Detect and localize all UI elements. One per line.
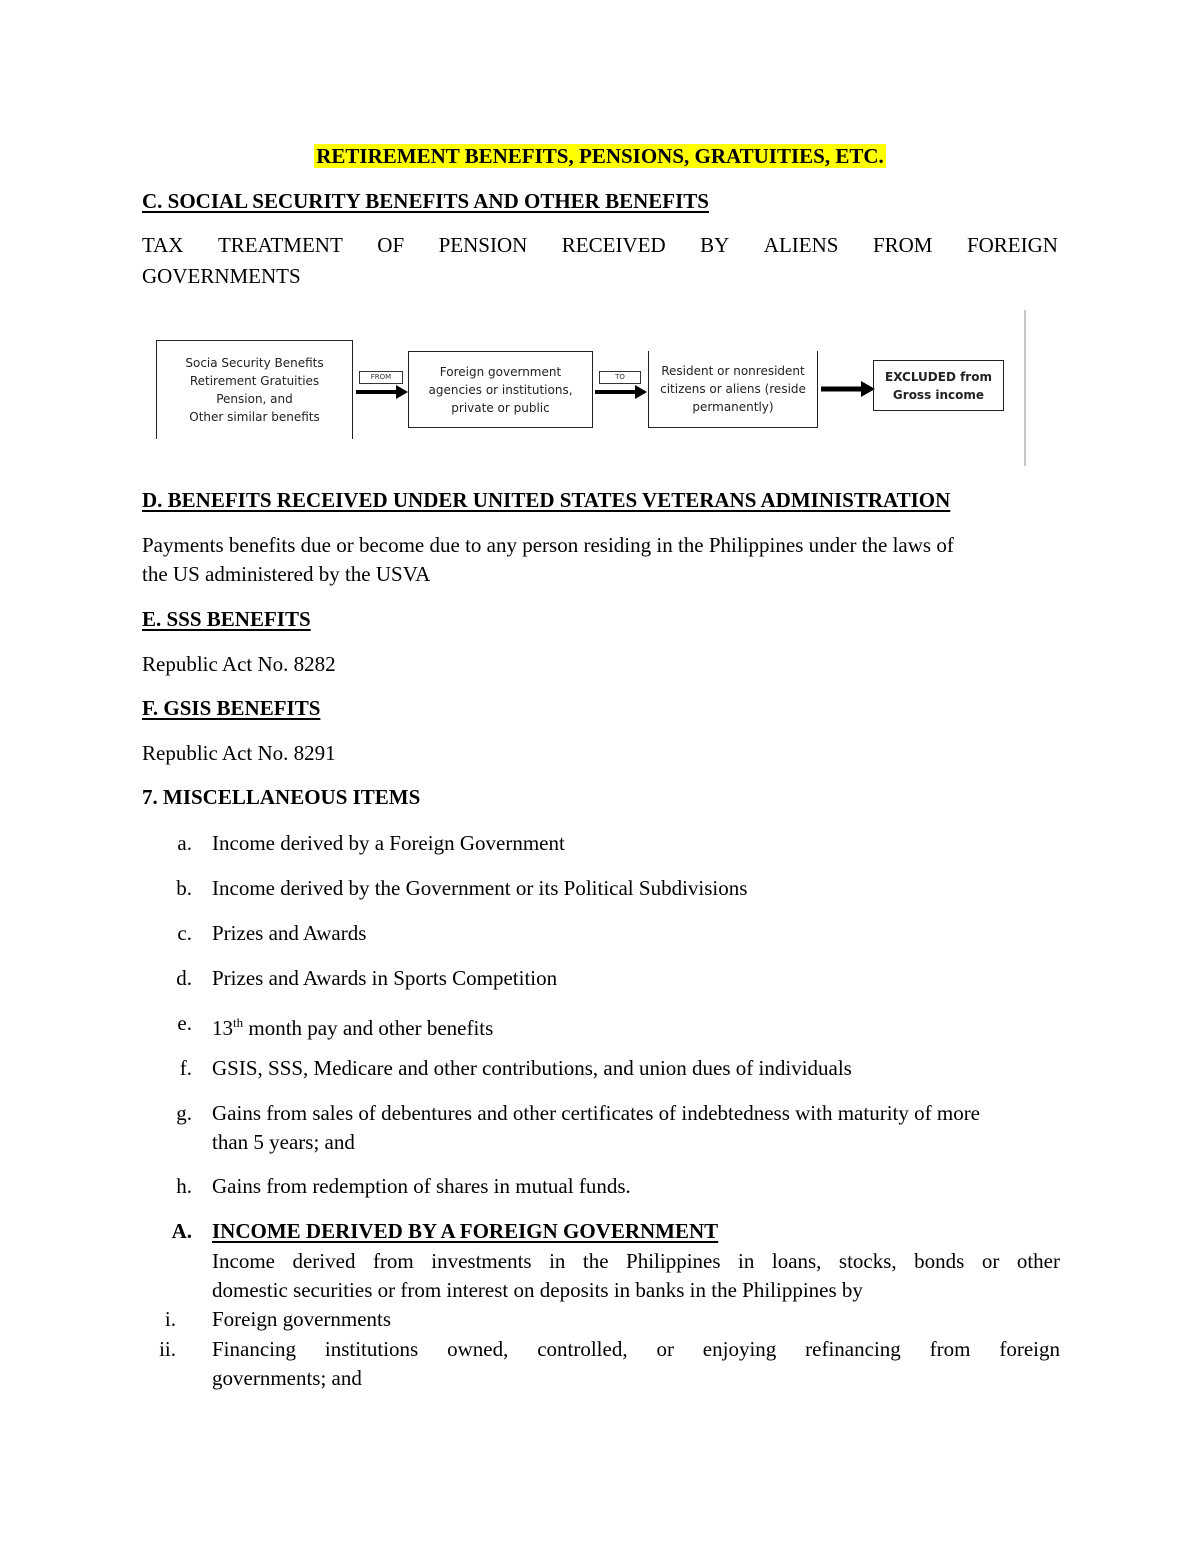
word: bonds [914,1249,965,1273]
flowchart-box-residents [648,351,818,428]
box-line: Other similar benefits [189,410,320,424]
word: enjoying [702,1337,777,1361]
list-marker: h. [176,1174,192,1198]
list-item: GSIS, SSS, Medicare and other contributions, and union dues of individuals [212,1056,852,1080]
section-a-heading: INCOME DERIVED BY A FOREIGN GOVERNMENT [212,1219,719,1243]
divider [1024,310,1026,466]
word: Philippines [626,1249,721,1273]
item-text: month pay and other benefits [243,1016,494,1040]
box-line: Foreign government [439,364,562,379]
section-c-heading: C. SOCIAL SECURITY BENEFITS AND OTHER BENEFITS [142,189,709,213]
word: other [1016,1249,1060,1273]
word: or [656,1337,674,1361]
arrow-label-to: TO [599,371,641,384]
word: TREATMENT [217,233,343,257]
box-line: Socia Security Benefits [185,356,324,370]
section-7-heading: 7. MISCELLANEOUS ITEMS [142,785,421,809]
section-d-body-line2: the US administered by the USVA [142,562,431,586]
list-marker: ii. [159,1337,176,1361]
section-e-body: Republic Act No. 8282 [142,652,336,676]
word: stocks, [838,1249,897,1273]
list-item: Foreign governments [212,1307,392,1331]
section-c-subheading-line2: GOVERNMENTS [142,264,301,288]
word: FROM [872,233,933,257]
list-marker: a. [177,831,192,855]
box-line: EXCLUDED from [885,369,992,384]
list-item: Income derived by the Government or its Political Subdivisions [212,876,748,900]
word: refinancing [805,1337,901,1361]
section-a-body-line2: domestic securities or from interest on deposits in banks in the Philippines by [212,1278,863,1302]
word: ALIENS [763,233,839,257]
list-marker: i. [164,1307,176,1331]
flowchart-box-excluded [873,360,1004,411]
arrow-label-from: FROM [359,371,403,384]
word: institutions [324,1337,419,1361]
word: Financing [212,1337,296,1361]
word: controlled, [537,1337,628,1361]
arrow-right-icon [354,383,410,401]
word: PENSION [438,233,528,257]
word: RECEIVED [561,233,666,257]
list-item [212,1008,1060,1043]
flowchart [0,0,1200,480]
box-line: private or public [451,400,550,415]
word: in [738,1249,755,1273]
arrow-right-icon [593,383,649,401]
word: from [372,1249,414,1273]
list-item: Prizes and Awards [212,921,367,945]
section-a-body-line1 [212,1246,1060,1276]
word: BY [700,233,730,257]
word: OF [377,233,405,257]
section-d-body-line1: Payments benefits due or become due to any person residing in the Philippines under the laws of [142,533,954,557]
section-f-body: Republic Act No. 8291 [142,741,336,765]
word: FOREIGN [966,233,1058,257]
word: Income [212,1249,275,1273]
box-line: Pension, and [216,392,293,406]
arrow-right-icon [819,379,877,399]
word: derived [292,1249,356,1273]
word: in [549,1249,566,1273]
page-title-text: RETIREMENT BENEFITS, PENSIONS, GRATUITIES, ETC. [316,144,884,168]
word: foreign [999,1337,1060,1361]
list-item: Gains from redemption of shares in mutual funds. [212,1174,631,1198]
section-e-heading: E. SSS BENEFITS [142,607,311,631]
flowchart-box-benefits [156,340,353,439]
list-item: Gains from sales of debentures and other certificates of indebtedness with maturity of more [212,1101,981,1125]
list-marker: b. [176,876,192,900]
list-marker: e. [177,1011,192,1035]
box-line: citizens or aliens (reside [660,382,806,396]
word: TAX [142,233,184,257]
list-item [212,1334,1060,1364]
list-marker: f. [179,1056,192,1080]
section-f-heading: F. GSIS BENEFITS [142,696,321,720]
word: the [582,1249,609,1273]
word: from [929,1337,971,1361]
item-superscript: th [233,1015,244,1030]
box-line: agencies or institutions, [428,382,573,397]
box-line: permanently) [692,400,774,414]
box-line: Retirement Gratuities [189,374,320,388]
list-marker: d. [176,966,192,990]
list-marker: g. [176,1101,192,1125]
list-item: Prizes and Awards in Sports Competition [212,966,558,990]
list-item: Income derived by a Foreign Government [212,831,565,855]
word: owned, [447,1337,509,1361]
box-line: Gross income [892,387,985,402]
list-item-continuation: governments; and [212,1366,362,1390]
word: or [981,1249,1000,1273]
word: loans, [771,1249,822,1273]
flowchart-box-foreign-government [408,351,593,428]
word: investments [431,1249,532,1273]
list-marker: c. [177,921,192,945]
box-line: Resident or nonresident [661,364,805,378]
section-a-marker: A. [171,1219,192,1243]
section-d-heading: D. BENEFITS RECEIVED UNDER UNITED STATES VETERANS ADMINISTRATION [142,488,951,512]
item-text: 13 [212,1016,233,1040]
list-item-continuation: than 5 years; and [212,1130,355,1154]
